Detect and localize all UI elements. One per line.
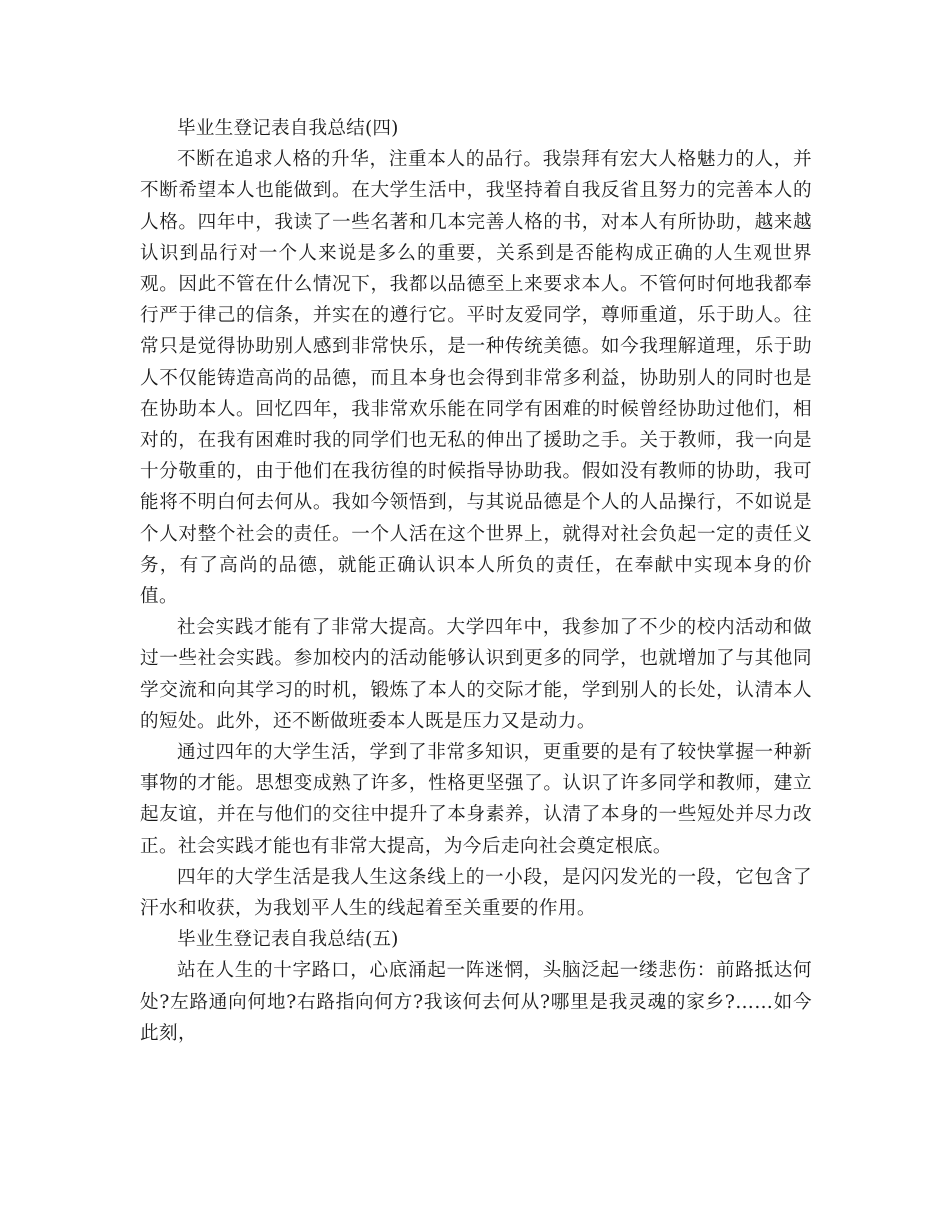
section-heading-5: 毕业生登记表自我总结(五) bbox=[177, 929, 399, 951]
document-body bbox=[140, 113, 812, 1049]
paragraph-crossroads: 站在人生的十字路口，心底涌起一阵迷惘，头脑泛起一缕悲伤：前路抵达何处?左路通向何地?右路指向何方?我该何去何从?哪里是我灵魂的家乡?……如今此刻， bbox=[140, 960, 812, 1044]
section-heading-4: 毕业生登记表自我总结(四) bbox=[177, 118, 399, 139]
paragraph-knowledge: 通过四年的大学生活，学到了非常多知识，更重要的是有了较快掌握一种新事物的才能。思想变成熟了许多，性格更坚强了。认识了许多同学和教师，建立起友谊，并在与他们的交往中提升了本身素养，认清了本身的一些短处并尽力改正。社会实践才能也有非常大提高，为今后走向社会奠定根底。 bbox=[140, 742, 812, 857]
paragraph-character: 不断在追求人格的升华，注重本人的品行。我崇拜有宏大人格魅力的人，并不断希望本人也能做到。在大学生活中，我坚持着自我反省且努力的完善本人的人格。四年中，我读了一些名著和几本完善人格的书，对本人有所协助，越来越认识到品行对一个人来说是多么的重要，关系到是否能构成正确的人生观世界观。因此不管在什么情况下，我都以品德至上来要求本人。不管何时何地我都奉行严于律己的信条，并实在的遵行它。平时友爱同学，尊师重道，乐于助人。往常只是觉得协助别人感到非常快乐，是一种传统美德。如今我理解道理，乐于助人不仅能铸造高尚的品德，而且本身也会得到非常多利益，协助别人的同时也是在协助本人。回忆四年，我非常欢乐能在同学有困难的时候曾经协助过他们，相对的，在我有困难时我的同学们也无私的伸出了援助之手。关于教师，我一向是十分敬重的，由于他们在我彷徨的时候指导协助我。假如没有教师的协助，我可能将不明白何去何从。我如今领悟到，与其说品德是个人的人品操行，不如说是个人对整个社会的责任。一个人活在这个世界上，就得对社会负起一定的责任义务，有了高尚的品德，就能正确认识本人所负的责任，在奉献中实现本身的价值。 bbox=[140, 149, 812, 608]
paragraph-social-practice: 社会实践才能有了非常大提高。大学四年中，我参加了不少的校内活动和做过一些社会实践。参加校内的活动能够认识到更多的同学，也就增加了与其他同学交流和向其学习的时机，锻炼了本人的交际才能，学到别人的长处，认清本人的短处。此外，还不断做班委本人既是压力又是动力。 bbox=[140, 617, 812, 732]
paragraph-four-years: 四年的大学生活是我人生这条线上的一小段，是闪闪发光的一段，它包含了汗水和收获，为我划平人生的线起着至关重要的作用。 bbox=[140, 866, 812, 920]
